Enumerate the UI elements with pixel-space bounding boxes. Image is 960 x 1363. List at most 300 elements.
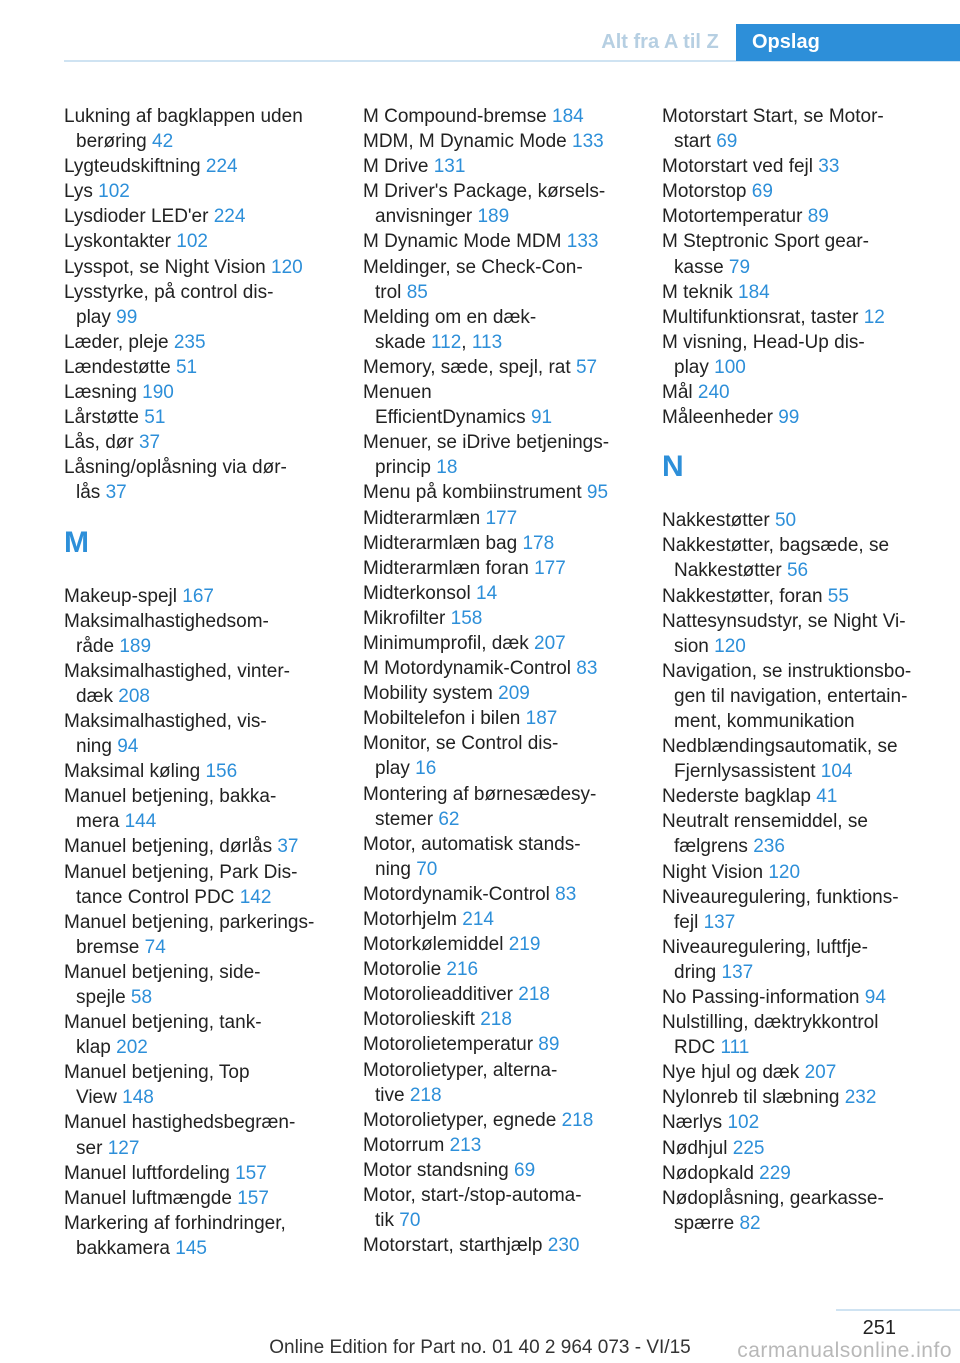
- index-entry-text: Nye hjul og dæk: [662, 1062, 805, 1084]
- page-reference-link[interactable]: 213: [449, 1134, 482, 1156]
- page-reference-link[interactable]: 37: [105, 482, 127, 504]
- index-entry-text: Motorstart, starthjælp: [363, 1235, 548, 1257]
- index-entry: [363, 1158, 631, 1183]
- page-reference-link[interactable]: 224: [213, 206, 246, 228]
- index-entry-text: dring: [674, 961, 722, 983]
- page-reference-link[interactable]: 14: [476, 582, 498, 604]
- page-reference-link[interactable]: 37: [277, 836, 299, 858]
- index-entry: [363, 1032, 631, 1057]
- index-entry-text: Motorolietyper, alterna-: [363, 1059, 558, 1081]
- footer-rule: [836, 1309, 960, 1311]
- index-entry-text: Manuel luftmængde: [64, 1187, 238, 1209]
- index-entry-text: kasse: [674, 256, 729, 278]
- index-entry-text: Minimumprofil, dæk: [363, 632, 535, 654]
- index-entry-text: Lysstyrke, på control dis-: [64, 281, 274, 303]
- index-entry-text: Motorolieadditiver: [363, 984, 519, 1006]
- watermark: carmanualsonline.info: [737, 1339, 952, 1362]
- page-reference-link[interactable]: 120: [768, 861, 801, 883]
- page-reference-link[interactable]: 156: [205, 761, 238, 783]
- index-entry-text: Midterarmlæn bag: [363, 532, 523, 554]
- index-entry-text: Lysdioder LED'er: [64, 206, 214, 228]
- index-entry: [363, 556, 631, 581]
- page-reference-link[interactable]: 120: [714, 635, 746, 657]
- index-column-3: [662, 104, 952, 1236]
- page-reference-link[interactable]: 190: [142, 382, 174, 404]
- page-reference-link[interactable]: 12: [863, 306, 885, 328]
- index-entry: [64, 1010, 340, 1060]
- page-reference-link[interactable]: 225: [732, 1137, 765, 1159]
- index-entry: [662, 860, 952, 885]
- page-reference-link[interactable]: 42: [152, 131, 174, 153]
- index-entry: [64, 455, 340, 505]
- index-entry: [64, 179, 340, 204]
- index-entry-text: Lås, dør: [64, 432, 139, 454]
- index-entry: [662, 809, 952, 859]
- index-entry-text: Mobility system: [363, 683, 499, 705]
- index-entry-text: bremse: [76, 936, 145, 958]
- index-entry: [363, 255, 631, 305]
- index-entry-text: Manuel betjening, side-: [64, 961, 261, 983]
- index-entry: [363, 957, 631, 982]
- page-reference-link[interactable]: 202: [116, 1037, 148, 1059]
- index-entry-text: Nødhjul: [662, 1137, 733, 1159]
- index-entry-text: Memory, sæde, spejl, rat: [363, 356, 576, 378]
- index-entry-text: Lys: [64, 181, 99, 203]
- page-reference-link[interactable]: 148: [122, 1087, 154, 1109]
- index-entry: [662, 104, 952, 154]
- index-entry-text: Nylonreb til slæbning: [662, 1087, 845, 1109]
- index-entry: [64, 709, 340, 759]
- index-entry-text: Motorolietyper, egnede: [363, 1109, 562, 1131]
- index-entry: [64, 1110, 340, 1160]
- index-entry: [64, 280, 340, 330]
- index-entry: [662, 280, 952, 305]
- page-reference-link[interactable]: 177: [485, 507, 518, 529]
- page-reference-link[interactable]: 94: [864, 987, 886, 1008]
- index-entry: [363, 932, 631, 957]
- page-reference-link[interactable]: 83: [576, 658, 598, 680]
- index-entry: [363, 1007, 631, 1032]
- index-entry-text: Menu på kombiinstrument: [363, 482, 587, 504]
- index-entry: [662, 305, 952, 330]
- page-reference-link[interactable]: 218: [480, 1009, 512, 1031]
- index-entry: [662, 405, 952, 430]
- index-entry-text: Lårstøtte: [64, 407, 145, 429]
- index-entry-text: Motordynamik-Control: [363, 883, 556, 905]
- index-entry-text: Manuel luftfordeling: [64, 1162, 236, 1184]
- index-entry-text: play: [76, 306, 117, 328]
- index-entry: [363, 656, 631, 681]
- page-reference-link[interactable]: 99: [116, 306, 138, 328]
- index-entry-text: skade: [375, 331, 431, 353]
- page-reference-link[interactable]: 57: [575, 356, 598, 378]
- index-entry-text: Maksimalhastighed, vis-: [64, 710, 267, 732]
- page-reference-link[interactable]: 177: [534, 557, 566, 579]
- index-entry-text: ning: [76, 736, 118, 758]
- page-reference-link[interactable]: 37: [138, 432, 161, 454]
- chapter-tab: Opslag: [736, 24, 960, 61]
- index-entry-text: bakkamera: [76, 1237, 176, 1259]
- index-entry-text: M Drive: [363, 156, 434, 178]
- index-entry-text: Motor standsning: [363, 1159, 515, 1181]
- index-entry: [363, 832, 631, 882]
- page-reference-link[interactable]: 51: [175, 356, 198, 378]
- index-entry: [64, 204, 340, 229]
- index-entry-text: ser: [76, 1137, 108, 1159]
- index-entry-text: Makeup-spejl: [64, 585, 183, 607]
- index-entry: [363, 380, 631, 430]
- index-entry: [363, 907, 631, 932]
- page-reference-link[interactable]: 55: [827, 585, 849, 607]
- index-column-1: [64, 104, 340, 1261]
- page-reference-link[interactable]: 209: [498, 683, 530, 705]
- index-entry: [662, 784, 952, 809]
- page-reference-link[interactable]: 230: [547, 1235, 580, 1257]
- index-entry-text: princip: [375, 457, 437, 479]
- page-reference-link[interactable]: 207: [534, 632, 566, 654]
- index-entry: [64, 104, 340, 154]
- index-entry: [363, 430, 631, 480]
- page-reference-link[interactable]: 99: [778, 407, 800, 429]
- page-reference-link[interactable]: 82: [739, 1212, 761, 1234]
- index-entry-text: Nødoplåsning, gearkasse-: [662, 1187, 884, 1209]
- index-entry: [662, 154, 952, 179]
- index-entry-text: dæk: [76, 685, 119, 707]
- index-entry-text: Menuer, se iDrive betjenings-: [363, 432, 610, 454]
- page-reference-link[interactable]: 240: [697, 382, 730, 404]
- page-reference-link[interactable]: 207: [804, 1062, 837, 1084]
- page-reference-link[interactable]: 100: [714, 356, 746, 378]
- index-entry-text: Motortemperatur: [662, 206, 808, 228]
- index-entry-text: Nakkestøtter: [662, 510, 775, 532]
- page-reference-link[interactable]: 69: [514, 1159, 536, 1181]
- index-entry: [64, 1186, 340, 1211]
- index-entry-text: Lygteudskiftning: [64, 156, 206, 178]
- index-entry-text: Nakkestøtter, bagsæde, se: [662, 535, 890, 557]
- index-entry-text: Maksimal køling: [64, 761, 206, 783]
- index-entry-text: M teknik: [662, 281, 739, 303]
- index-entry-text: Nakkestøtter, foran: [662, 585, 828, 607]
- index-entry-text: Motorrum: [363, 1134, 450, 1156]
- index-entry-text: Motor, automatisk stands-: [363, 833, 581, 855]
- page-reference-link[interactable]: 157: [237, 1187, 269, 1209]
- page-reference-link[interactable]: 70: [416, 858, 438, 880]
- page-reference-link[interactable]: 89: [538, 1034, 560, 1056]
- index-entry-text: gen til navigation, entertain-: [674, 685, 908, 707]
- page-reference-link[interactable]: 208: [118, 685, 150, 707]
- page-reference-link[interactable]: 133: [572, 131, 604, 153]
- index-letter-heading: N: [662, 450, 684, 484]
- index-entry-text: Markering af forhindringer,: [64, 1212, 286, 1234]
- index-entry-text: Manuel betjening, Top: [64, 1062, 250, 1084]
- index-entry: [363, 681, 631, 706]
- index-entry-text: Motorolie: [363, 959, 447, 981]
- page-reference-link[interactable]: 16: [415, 758, 437, 780]
- index-entry: [363, 506, 631, 531]
- page-reference-link[interactable]: 232: [844, 1087, 877, 1109]
- index-entry-text: Manuel betjening, parkerings-: [64, 911, 315, 933]
- index-entry-text: Lændestøtte: [64, 356, 176, 378]
- page-reference-link[interactable]: 102: [176, 231, 208, 253]
- index-entry-text: Motor, start-/stop-automa-: [363, 1185, 582, 1207]
- page-reference-link[interactable]: 184: [738, 281, 770, 303]
- page-reference-link[interactable]: 224: [205, 156, 238, 178]
- index-entry-text: fejl: [674, 911, 704, 933]
- page-reference-link[interactable]: 62: [438, 808, 460, 830]
- index-entry-text: Mål: [662, 382, 698, 404]
- index-entry: [64, 1060, 340, 1110]
- index-entry: [363, 1058, 631, 1108]
- page-reference-link[interactable]: 85: [406, 281, 428, 303]
- page-reference-link[interactable]: 218: [518, 984, 550, 1006]
- index-entry: [662, 985, 952, 1010]
- page-reference-link[interactable]: 83: [555, 883, 577, 905]
- index-entry: [363, 631, 631, 656]
- index-entry-text: spærre: [674, 1212, 740, 1234]
- page-reference-link[interactable]: 189: [477, 206, 510, 228]
- page-reference-link[interactable]: 218: [409, 1084, 442, 1106]
- page-reference-link[interactable]: 70: [399, 1210, 421, 1232]
- index-entry-text: MDM, M Dynamic Mode: [363, 131, 573, 153]
- index-entry-text: tance Control PDC: [76, 886, 240, 908]
- index-entry-text: Læder, pleje: [64, 331, 174, 353]
- page-reference-link[interactable]: 167: [182, 585, 214, 607]
- index-entry-text: klap: [76, 1037, 117, 1059]
- index-entry-text: trol: [375, 281, 407, 303]
- index-entry-text: Motorolieskift: [363, 1009, 481, 1031]
- index-entry-text: M Dynamic Mode MDM: [363, 231, 567, 253]
- index-entry: [64, 784, 340, 834]
- index-entry: [64, 609, 340, 659]
- page-reference-link[interactable]: 145: [175, 1237, 207, 1259]
- page-reference-link[interactable]: 102: [98, 181, 130, 203]
- index-entry-text: Lyskontakter: [64, 231, 177, 253]
- index-entry-text: Manuel betjening, bakka-: [64, 786, 277, 808]
- index-entry-text: Night Vision: [662, 861, 769, 883]
- page-reference-link[interactable]: 137: [721, 961, 754, 983]
- page-reference-link[interactable]: 91: [530, 407, 553, 429]
- index-entry-text: Meldinger, se Check-Con-: [363, 256, 583, 278]
- page-reference-link[interactable]: 131: [433, 156, 466, 178]
- index-entry: [64, 860, 340, 910]
- index-entry-text: Motorkølemiddel: [363, 934, 509, 956]
- index-entry: [662, 609, 952, 659]
- index-entry-text: Monitor, se Control dis-: [363, 733, 559, 755]
- index-entry: [662, 1186, 952, 1236]
- index-entry-text: Nødopkald: [662, 1162, 760, 1184]
- index-entry: [363, 1233, 631, 1258]
- index-entry-text: råde: [76, 635, 120, 657]
- index-entry: [662, 659, 952, 734]
- index-entry: [363, 355, 631, 380]
- index-entry-text: berøring: [76, 131, 153, 153]
- index-entry-text: View: [76, 1087, 123, 1109]
- page-reference-link[interactable]: 189: [119, 635, 152, 657]
- index-entry-text: Nærlys: [662, 1112, 728, 1134]
- index-entry-text: Midterarmlæn: [363, 507, 486, 529]
- index-entry-text: Multifunktionsrat, taster: [662, 306, 864, 328]
- index-entry: [363, 179, 631, 229]
- page-reference-link[interactable]: 95: [586, 482, 609, 504]
- index-entry-text: M Driver's Package, kørsels-: [363, 181, 606, 203]
- index-entry-text: play: [375, 758, 416, 780]
- index-entry-text: Menuen: [363, 382, 432, 404]
- index-entry: [64, 910, 340, 960]
- index-entry: [662, 508, 952, 533]
- page-reference-link[interactable]: 79: [728, 256, 751, 278]
- index-entry-text: Nakkestøtter: [674, 560, 787, 582]
- page-reference-link[interactable]: 112: [430, 331, 462, 353]
- index-entry: Melding om en dæk- skade 112, 113: [363, 306, 537, 353]
- page-reference-link[interactable]: 41: [816, 786, 838, 808]
- page-reference-link[interactable]: 133: [566, 231, 599, 253]
- index-entry-text: Maksimalhastighedsom-: [64, 610, 269, 632]
- page-reference-link[interactable]: 74: [144, 936, 166, 958]
- index-entry: [363, 731, 631, 781]
- index-entry: [363, 581, 631, 606]
- index-column-2: [363, 104, 631, 1258]
- index-entry-text: Maksimalhastighed, vinter-: [64, 660, 290, 682]
- index-entry: [662, 1060, 952, 1085]
- index-entry: [662, 1010, 952, 1060]
- page-reference-link[interactable]: 113: [471, 331, 503, 353]
- index-entry: [662, 734, 952, 784]
- page-reference-link[interactable]: 120: [271, 256, 303, 278]
- index-entry: [662, 885, 952, 935]
- page-reference-link[interactable]: 18: [436, 457, 458, 479]
- index-entry-text: M Compound-bremse: [363, 106, 553, 127]
- page-reference-link[interactable]: 218: [561, 1109, 594, 1131]
- index-entry: [363, 129, 631, 154]
- page-reference-link[interactable]: 104: [820, 761, 853, 783]
- page-reference-link[interactable]: 89: [807, 206, 829, 228]
- index-entry: [64, 1211, 340, 1261]
- page-reference-link[interactable]: 214: [462, 909, 494, 930]
- index-entry-text: tive: [375, 1084, 410, 1106]
- index-entry: [363, 882, 631, 907]
- page-reference-link[interactable]: 56: [786, 560, 809, 582]
- page-reference-link[interactable]: 219: [508, 934, 541, 956]
- index-entry-text: Mikrofilter: [363, 607, 451, 629]
- index-entry-text: Manuel betjening, tank-: [64, 1012, 262, 1034]
- index-entry: [363, 1133, 631, 1158]
- index-entry-text: Niveauregulering, luftfje-: [662, 936, 868, 958]
- page-reference-link[interactable]: 229: [759, 1162, 791, 1184]
- index-letter-heading: M: [64, 525, 89, 559]
- page-reference-link[interactable]: 235: [173, 331, 206, 353]
- page-reference-link[interactable]: 69: [751, 181, 773, 203]
- index-entry-text: Måleenheder: [662, 407, 779, 429]
- index-entry-text: Nedblændingsautomatik, se: [662, 736, 898, 758]
- page-reference-link[interactable]: 51: [144, 407, 166, 429]
- index-entry-text: tik: [375, 1210, 400, 1232]
- index-entry: [64, 759, 340, 784]
- index-entry-text: Melding om en dæk-: [363, 306, 537, 328]
- index-entry: [64, 330, 340, 355]
- index-entry-text: ning: [375, 858, 417, 880]
- index-entry: [64, 380, 340, 405]
- page-reference-link[interactable]: 58: [130, 987, 153, 1008]
- page-reference-link[interactable]: 158: [450, 607, 483, 629]
- index-entry-text: fælgrens: [674, 836, 754, 858]
- page-reference-link[interactable]: 102: [727, 1112, 760, 1134]
- index-entry-text: anvisninger: [375, 206, 478, 228]
- index-entry: [363, 782, 631, 832]
- index-entry-text: lås: [76, 482, 106, 504]
- page-reference-link[interactable]: 216: [446, 959, 479, 981]
- index-entry-text: RDC: [674, 1037, 721, 1059]
- index-entry: [64, 960, 340, 1010]
- page-reference-link[interactable]: 178: [522, 532, 555, 554]
- index-entry: [64, 154, 340, 179]
- page-reference-link[interactable]: 137: [703, 911, 736, 933]
- index-entry-text: M Motordynamik-Control: [363, 658, 577, 680]
- page-reference-link[interactable]: 33: [818, 156, 840, 178]
- index-entry-text: sion: [674, 635, 715, 657]
- index-entry-text: No Passing-information: [662, 987, 865, 1008]
- index-entry: [64, 430, 340, 455]
- page-reference-link[interactable]: 111: [720, 1037, 750, 1059]
- index-entry-text: Læsning: [64, 382, 143, 404]
- index-entry: [363, 1108, 631, 1133]
- page-reference-link[interactable]: 157: [235, 1162, 267, 1184]
- index-entry-text: stemer: [375, 808, 439, 830]
- index-entry: [64, 584, 340, 609]
- index-entry: [64, 229, 340, 254]
- page-reference-link[interactable]: 69: [716, 131, 738, 153]
- index-entry: [662, 1136, 952, 1161]
- index-entry-text: EfficientDynamics: [375, 407, 531, 429]
- index-entry-text: spejle: [76, 987, 131, 1008]
- index-entry-text: Midterarmlæn foran: [363, 557, 535, 579]
- page-reference-link[interactable]: 184: [552, 106, 584, 127]
- page-reference-link[interactable]: 144: [124, 811, 157, 833]
- page-reference-link[interactable]: 142: [239, 886, 272, 908]
- page-reference-link[interactable]: 127: [107, 1137, 140, 1159]
- index-entry-text: Midterkonsol: [363, 582, 476, 604]
- page-reference-link[interactable]: 94: [117, 736, 139, 758]
- index-entry-text: Motorhjelm: [363, 909, 463, 930]
- section-title: Alt fra A til Z: [601, 31, 719, 53]
- page-number: 251: [862, 1317, 896, 1339]
- index-entry-text: Nattesynsudstyr, se Night Vi-: [662, 610, 906, 632]
- index-entry: [64, 834, 340, 859]
- index-entry: [363, 154, 631, 179]
- page-reference-link[interactable]: 50: [774, 510, 797, 532]
- index-entry: [363, 982, 631, 1007]
- index-entry: [64, 255, 340, 280]
- index-entry: [662, 229, 952, 279]
- index-entry: [363, 104, 631, 129]
- index-entry-text: Motorstart Start, se Motor-: [662, 106, 884, 127]
- page-reference-link[interactable]: 187: [525, 708, 558, 730]
- index-entry-text: mera: [76, 811, 125, 833]
- index-entry-text: Lukning af bagklappen uden: [64, 106, 303, 127]
- page-reference-link[interactable]: 236: [753, 836, 785, 858]
- index-entry-text: M visning, Head-Up dis-: [662, 331, 865, 353]
- index-entry: [363, 480, 631, 505]
- index-entry-text: Motorstart ved fejl: [662, 156, 819, 178]
- index-entry: [662, 533, 952, 583]
- index-entry-text: play: [674, 356, 715, 378]
- index-entry: [662, 330, 952, 380]
- index-entry: [64, 1161, 340, 1186]
- index-entry: [363, 606, 631, 631]
- index-entry: [662, 179, 952, 204]
- index-entry-text: Fjernlysassistent: [674, 761, 821, 783]
- index-entry-text: Motorstop: [662, 181, 752, 203]
- index-entry-text: Låsning/oplåsning via dør-: [64, 457, 287, 479]
